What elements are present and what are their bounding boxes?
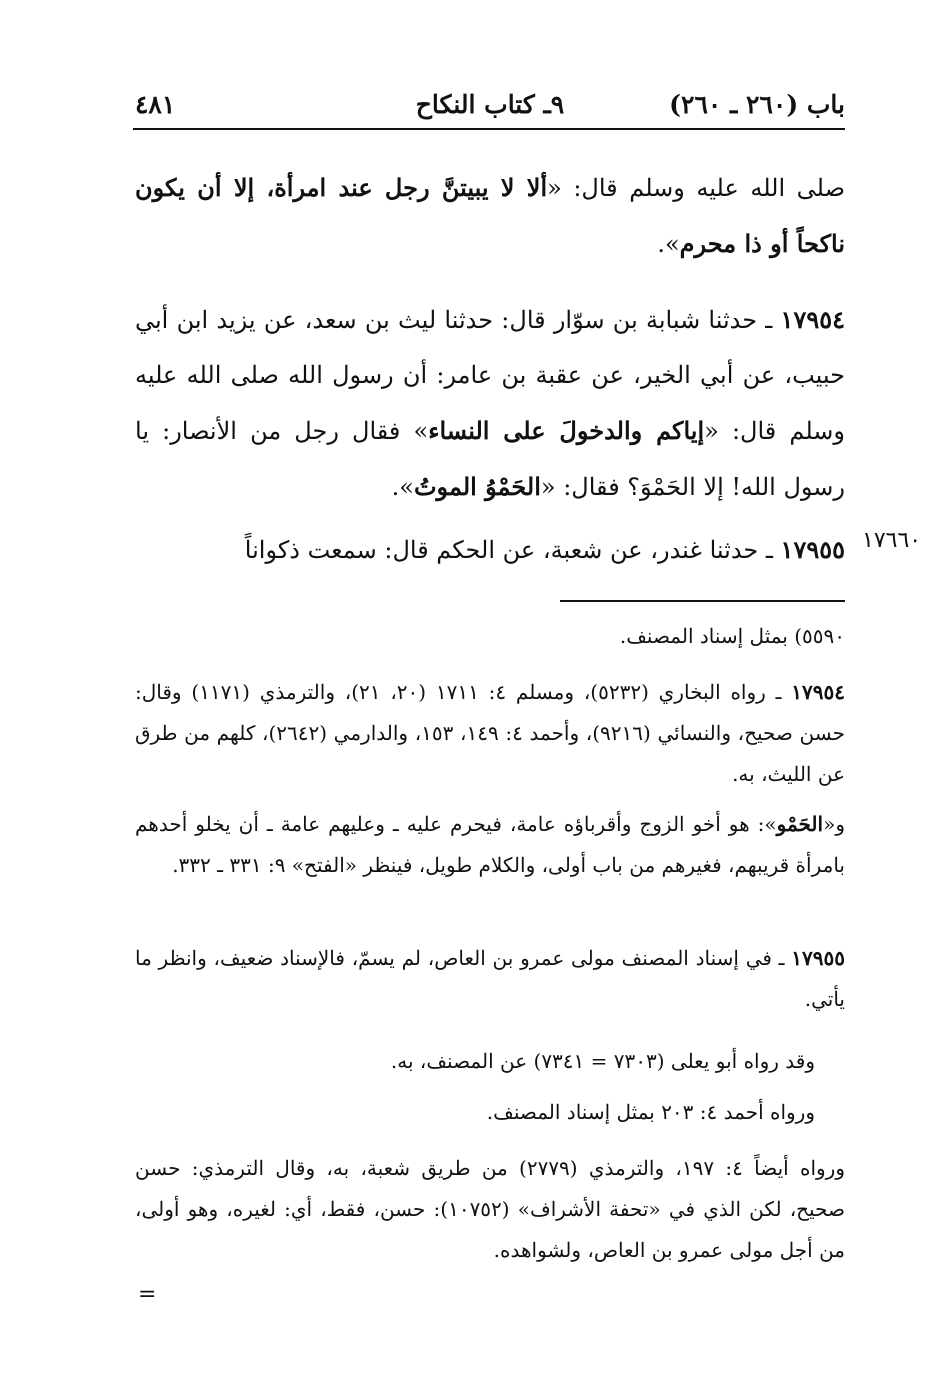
footnote-text: »: هو أخو الزوج وأقرباؤه عامة، فيحرم عليه ـ وعليهم عامة ـ أن يخلو أحدهم بامرأة قريبهم، فغيرهم من باب أولى، والكلام طويل، فينظر «الفتح» ٩: ٣٣١ ـ ٣٣٢. — [135, 812, 845, 877]
hadith-quote: الحَمْوُ الموتُ — [413, 472, 541, 501]
hadith-17954 — [135, 292, 845, 515]
footnote-continuation: ٥٥٩٠) بمثل إسناد المصنف. — [619, 624, 845, 648]
header-rule — [133, 128, 845, 130]
hadith-text: » فقال رجل من الأنصار: يا رسول الله! إلا الحَمْوَ؟ فقال: « — [135, 417, 845, 501]
hadith-text: صلى الله عليه وسلم قال: « — [547, 174, 845, 202]
page-header — [135, 84, 845, 126]
footnote-text: و« — [823, 812, 845, 836]
hadith-text: ـ حدثنا غندر، عن شعبة، عن الحكم قال: سمعت ذكواناً — [244, 536, 781, 564]
footnote-text: ـ رواه البخاري (٥٢٣٢)، ومسلم ٤: ١٧١١ (٢٠، ٢١)، والترمذي (١١٧١) وقال: حسن صحيح، والنسائي (٩٢١٦)، وأحمد ٤: ١٤٩، ١٥٣، والدارمي (٢٦٤٢)، كلهم من طرق عن الليث، به. — [135, 680, 845, 786]
hadith-text-end: ». — [657, 230, 680, 258]
hadith-17955 — [135, 522, 845, 578]
chapter-heading: باب (٢٦٠ ـ ٢٦٠) — [669, 90, 845, 119]
hadith-text: ـ حدثنا شبابة بن سوّار قال: حدثنا ليث بن سعد، عن يزيد ابن أبي حبيب، عن أبي الخير، عن عقبة بن عامر: أن رسول الله صلى الله عليه وسلم قال: « — [135, 306, 845, 445]
footnote-17955 — [135, 938, 845, 1020]
footnote-rule — [560, 600, 845, 602]
hadith-text-end: ». — [391, 473, 414, 501]
continuation-mark: = — [138, 1282, 157, 1307]
footnote-number: ١٧٩٥٥ — [791, 946, 845, 970]
margin-reference-number: ١٧٦٦٠ — [862, 528, 922, 553]
book-title: ٩ـ كتاب النكاح — [415, 90, 565, 119]
page-number: ٤٨١ — [135, 90, 176, 119]
footnote-ahmad: ورواه أحمد ٤: ٢٠٣ بمثل إسناد المصنف. — [486, 1100, 815, 1124]
footnote-hamw — [135, 804, 845, 886]
hadith-quote: إياكم والدخولَ على النساء — [428, 416, 705, 445]
hadith-quote: ألا لا يبيتنَّ رجل عند امرأة، إلا أن يكون ناكحاً أو ذا محرم — [135, 173, 845, 258]
footnote-number: ١٧٩٥٤ — [791, 680, 845, 704]
footnote-abu-yala: وقد رواه أبو يعلى (٧٣٠٣ = ٧٣٤١) عن المصنف، به. — [390, 1049, 815, 1073]
footnote-text: ـ في إسناد المصنف مولى عمرو بن العاص، لم يسمّ، فالإسناد ضعيف، وانظر ما يأتي. — [135, 946, 845, 1011]
hadith-continuation — [135, 160, 845, 272]
footnote-tirmidhi: ورواه أيضاً ٤: ١٩٧، والترمذي (٢٧٧٩) من طريق شعبة، به، وقال الترمذي: حسن صحيح، لكن الذي في «تحفة الأشراف» (١٠٧٥٢): حسن، فقط، أي: لغيره، وهو أولى، من أجل مولى عمرو بن العاص، ولشواهده. — [135, 1156, 845, 1262]
hadith-number: ١٧٩٥٥ — [780, 535, 845, 564]
footnote-17954 — [135, 672, 845, 795]
hadith-number: ١٧٩٥٤ — [780, 305, 845, 334]
footnote-term: الحَمْو — [776, 812, 824, 836]
